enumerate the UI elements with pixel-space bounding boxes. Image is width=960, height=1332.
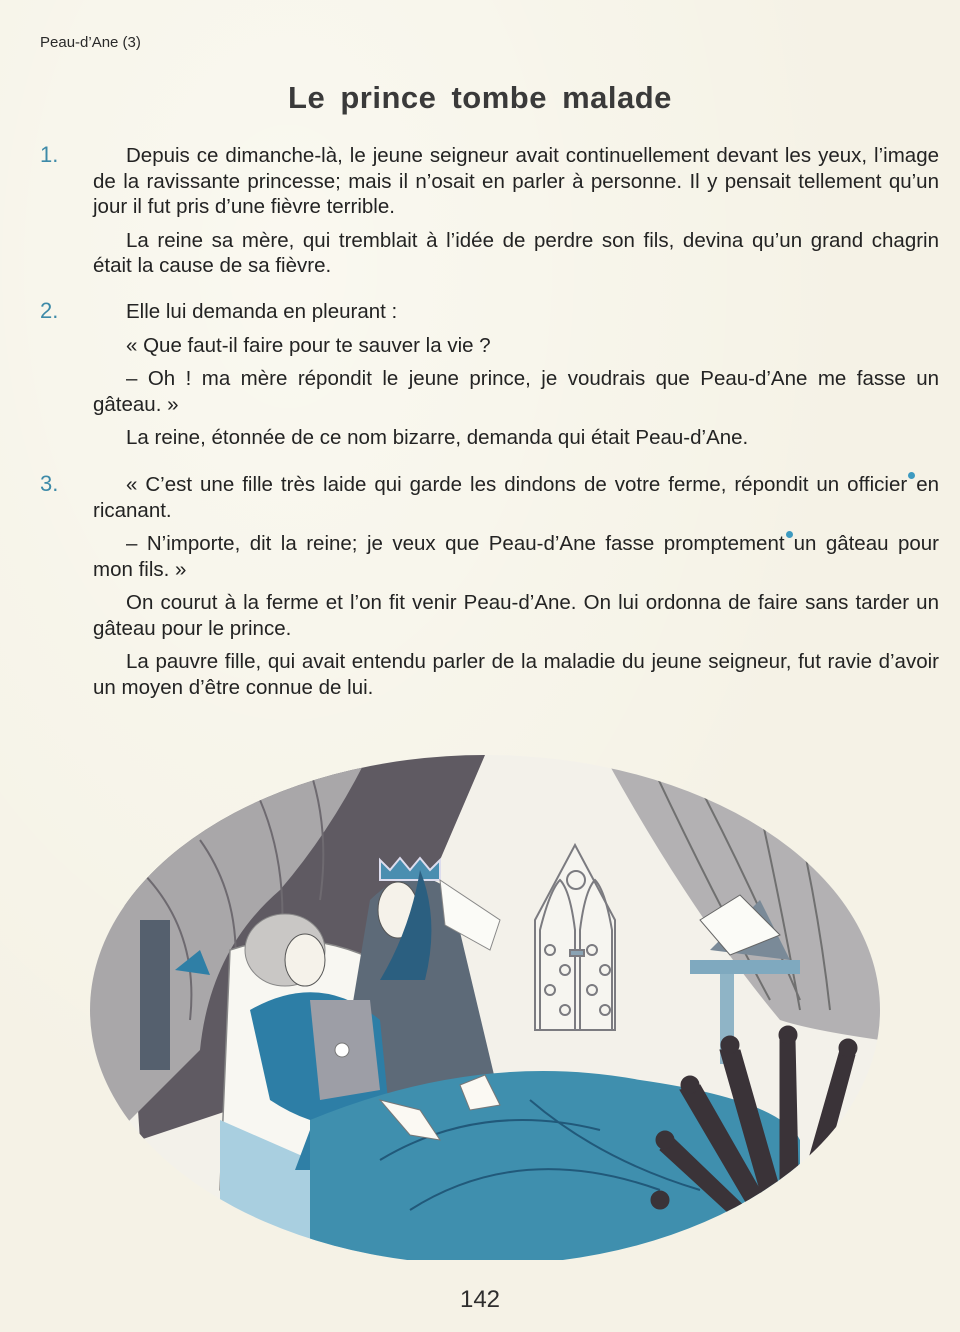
section-number-3: 3. <box>40 471 59 496</box>
section-number-2: 2. <box>40 298 59 323</box>
section-1 <box>93 143 939 279</box>
paragraph: – N’importe, dit la reine; je veux que Peau-d’Ane fasse promptement un gâteau pour mon fils. » <box>93 532 939 581</box>
glossary-dot-icon <box>908 472 915 479</box>
section-number-1: 1. <box>40 142 59 167</box>
chapter-title: Le prince tombe malade <box>288 80 672 115</box>
paragraph: « Que faut-il faire pour te sauver la vie ? <box>126 333 491 357</box>
paragraph: Depuis ce dimanche-là, le jeune seigneur avait continuellement devant les yeux, l’image de la ravissante princesse; mais il n’osait en parler à personne. Il y pensait tellement qu’un jour il fut pris d’une fièvre terrible. <box>93 144 939 218</box>
paragraph: La reine sa mère, qui tremblait à l’idée de perdre son fils, devina qu’un grand chagrin était la cause de sa fièvre. <box>93 228 939 277</box>
paragraph: – Oh ! ma mère répondit le jeune prince, je voudrais que Peau-d’Ane me fasse un gâteau. » <box>93 367 939 416</box>
paragraph: « C’est une fille très laide qui garde les dindons de votre ferme, répondit un officier en ricanant. <box>93 473 939 522</box>
running-head: Peau-d’Ane (3) <box>40 34 141 51</box>
section-3 <box>93 472 939 700</box>
paragraph: On courut à la ferme et l’on fit venir Peau-d’Ane. On lui ordonna de faire sans tarder un gâteau pour le prince. <box>93 591 939 640</box>
glossary-dot-icon <box>786 531 793 538</box>
paragraph: La reine, étonnée de ce nom bizarre, demanda qui était Peau-d’Ane. <box>126 426 749 449</box>
page-number: 142 <box>459 1286 501 1313</box>
illustration-sick-prince <box>80 720 880 1260</box>
tassel-left <box>140 920 170 1070</box>
paragraph: La pauvre fille, qui avait entendu parler de la maladie du jeune seigneur, fut ravie d’avoir un moyen d’être connue de lui. <box>93 650 939 699</box>
section-2 <box>93 299 939 451</box>
paragraph: Elle lui demanda en pleurant : <box>126 300 398 323</box>
